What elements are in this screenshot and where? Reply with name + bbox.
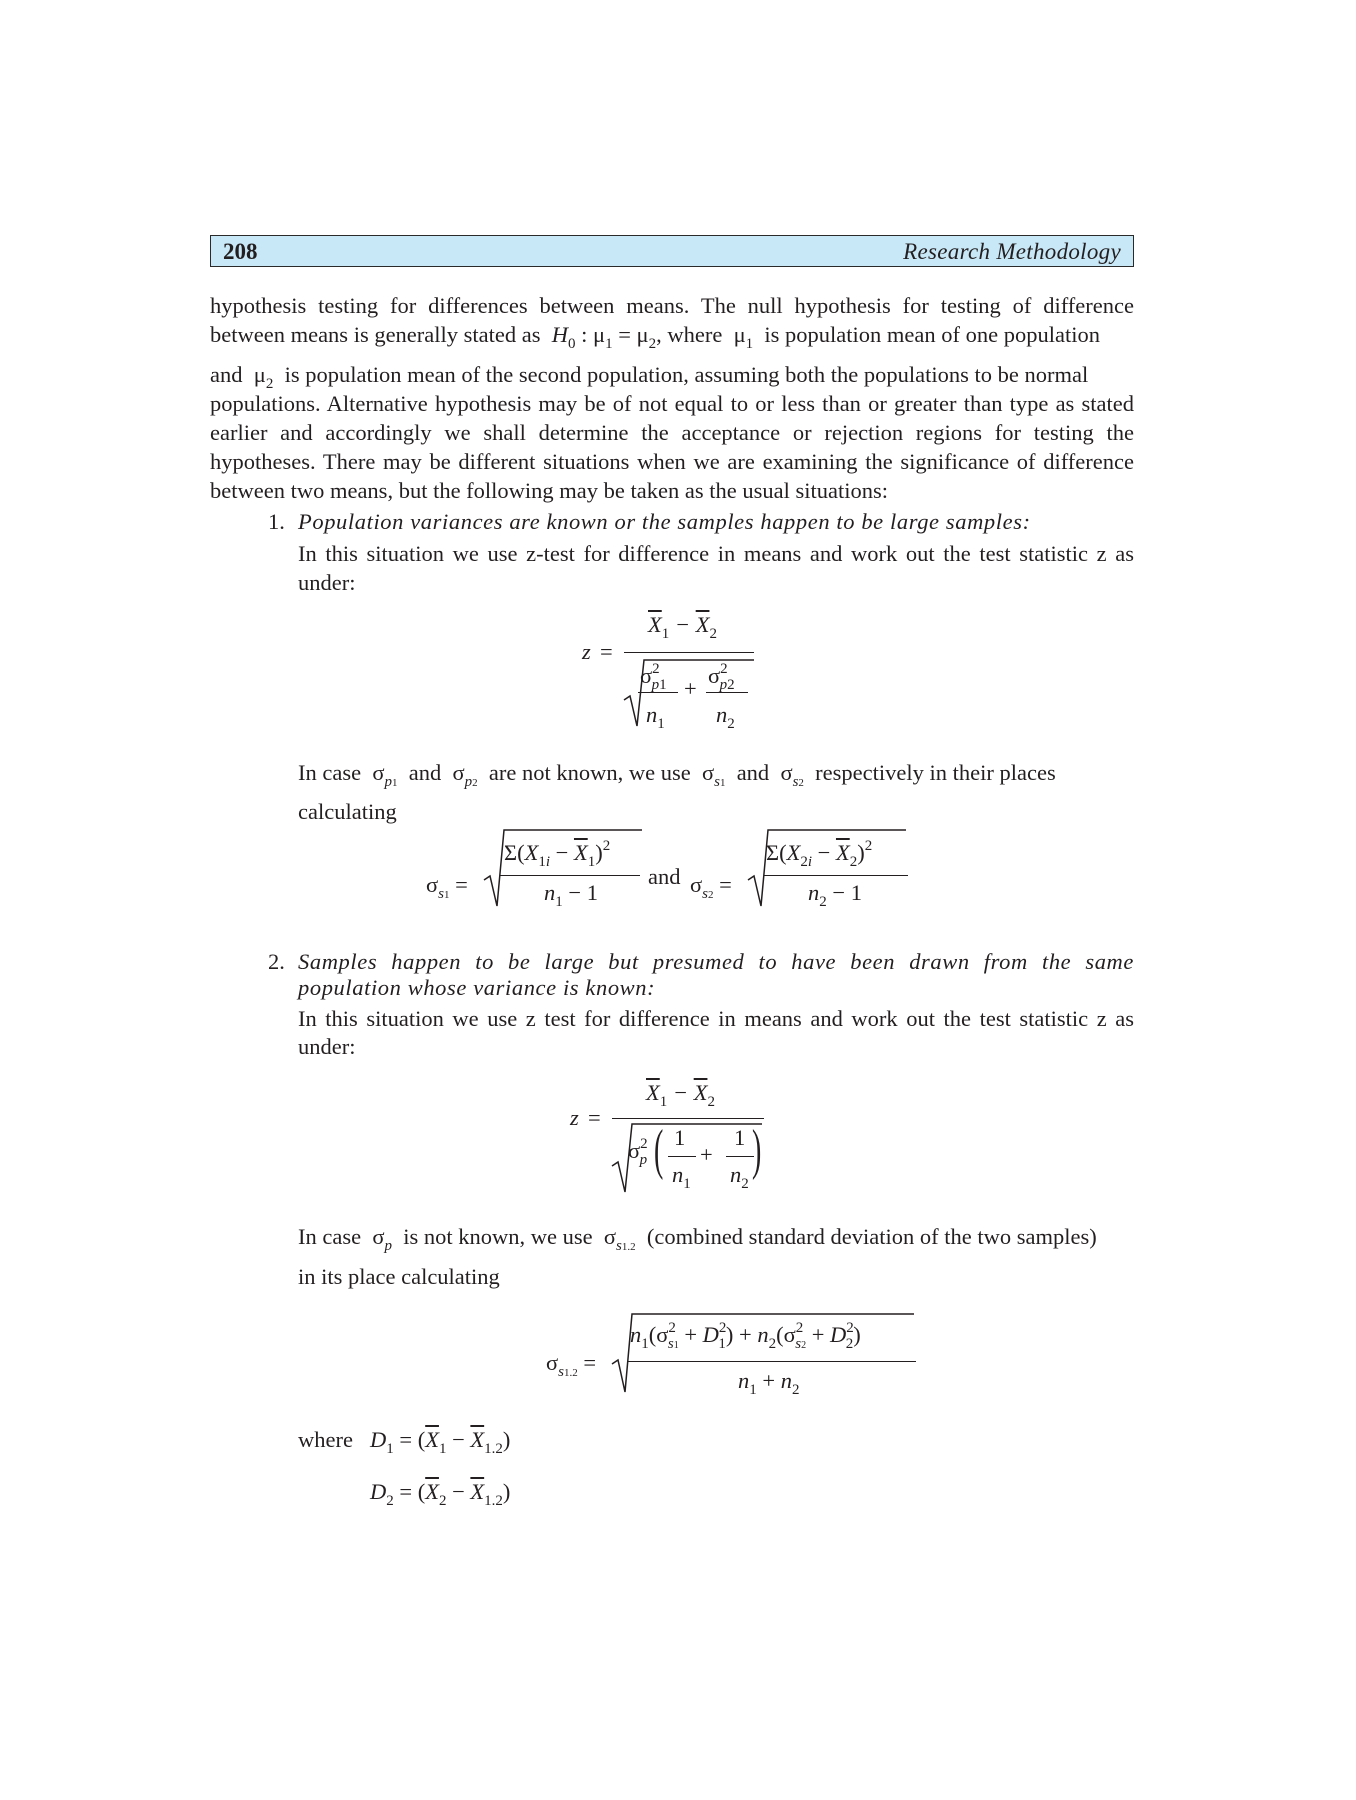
item-1-number: 1. [268, 509, 285, 534]
mu2-symbol: $\mu_2$ [248, 362, 274, 392]
item-1-calculating: calculating [298, 799, 397, 824]
formula-d2: $D_2 = (\overline{X}_2 - \overline{X}_{1.2})$ [370, 1479, 511, 1509]
item-2-case-b: is not known, we use [403, 1224, 593, 1249]
where-label: where [298, 1427, 353, 1452]
intro-line-2c: is population mean of one population [764, 322, 1100, 347]
sigma-s1: $\sigma_{s1}$ [696, 760, 726, 790]
item-1-and-2: and [736, 760, 770, 785]
sigma-p2: $\sigma_{p2}$ [446, 760, 478, 790]
item-2-case-d: in its place calculating [298, 1264, 500, 1289]
intro-line-3a: and [210, 362, 243, 387]
item-2-case-a: In case [298, 1224, 362, 1249]
item-2-number: 2. [268, 949, 285, 974]
sigma-p: $\sigma_p$ [366, 1224, 392, 1254]
intro-line-6: hypotheses. There may be different situations when we are examining the significance of difference [210, 449, 1134, 474]
null-hypothesis-formula: $H_0$ : $\mu_1 = \mu_2$ [551, 322, 657, 352]
formula-d1: $D_1 = (\overline{X}_1 - \overline{X}_{1.2})$ [370, 1427, 511, 1457]
intro-line-4: populations. Alternative hypothesis may be of not equal to or less than or greater than type as stated [210, 391, 1134, 416]
item-2-text-1: In this situation we use z test for difference in means and work out the test statistic z as [298, 1006, 1134, 1031]
item-2-case-line [298, 1222, 1134, 1256]
intro-line-3b: is population mean of the second population, assuming both the populations to be normal [284, 362, 1089, 387]
item-1-text-2: under: [298, 570, 356, 595]
intro-line-2 [210, 320, 1134, 353]
item-2-heading-2: population whose variance is known: [298, 975, 656, 1000]
running-header [210, 235, 1134, 267]
item-2-case-c: (combined standard deviation of the two samples) [646, 1224, 1097, 1249]
item-1-heading: Population variances are known or the samples happen to be large samples: [298, 509, 1031, 534]
item-2-heading-1: Samples happen to be large but presumed to have been drawn from the same [298, 949, 1134, 974]
intro-line-1: hypothesis testing for differences between means. The null hypothesis for testing of difference [210, 293, 1134, 318]
item-2-text-2: under: [298, 1034, 356, 1059]
sigma-s2: $\sigma_{s2}$ [774, 760, 804, 790]
running-head-title: Research Methodology [903, 239, 1121, 264]
intro-line-5: earlier and accordingly we shall determine the acceptance or rejection regions for testing the [210, 420, 1134, 445]
item-1-case-line [298, 758, 1134, 792]
item-1-text-1: In this situation we use z-test for difference in means and work out the test statistic z as [298, 541, 1134, 566]
formula-and-word: and [648, 864, 681, 889]
page-number: 208 [223, 239, 258, 264]
item-1-case-c: respectively in their places [815, 760, 1056, 785]
mu1-symbol: $\mu_1$ [727, 322, 754, 352]
intro-line-2a: between means is generally stated as [210, 322, 541, 347]
item-1-case-b: are not known, we use [488, 760, 691, 785]
item-1-and-1: and [408, 760, 442, 785]
sigma-s12: $\sigma_{s1.2}$ [598, 1224, 636, 1254]
item-1-case-a: In case [298, 760, 362, 785]
intro-line-2b: , where [656, 322, 723, 347]
sigma-p1: $\sigma_{p1}$ [366, 760, 398, 790]
intro-line-7: between two means, but the following may be taken as the usual situations: [210, 478, 888, 503]
